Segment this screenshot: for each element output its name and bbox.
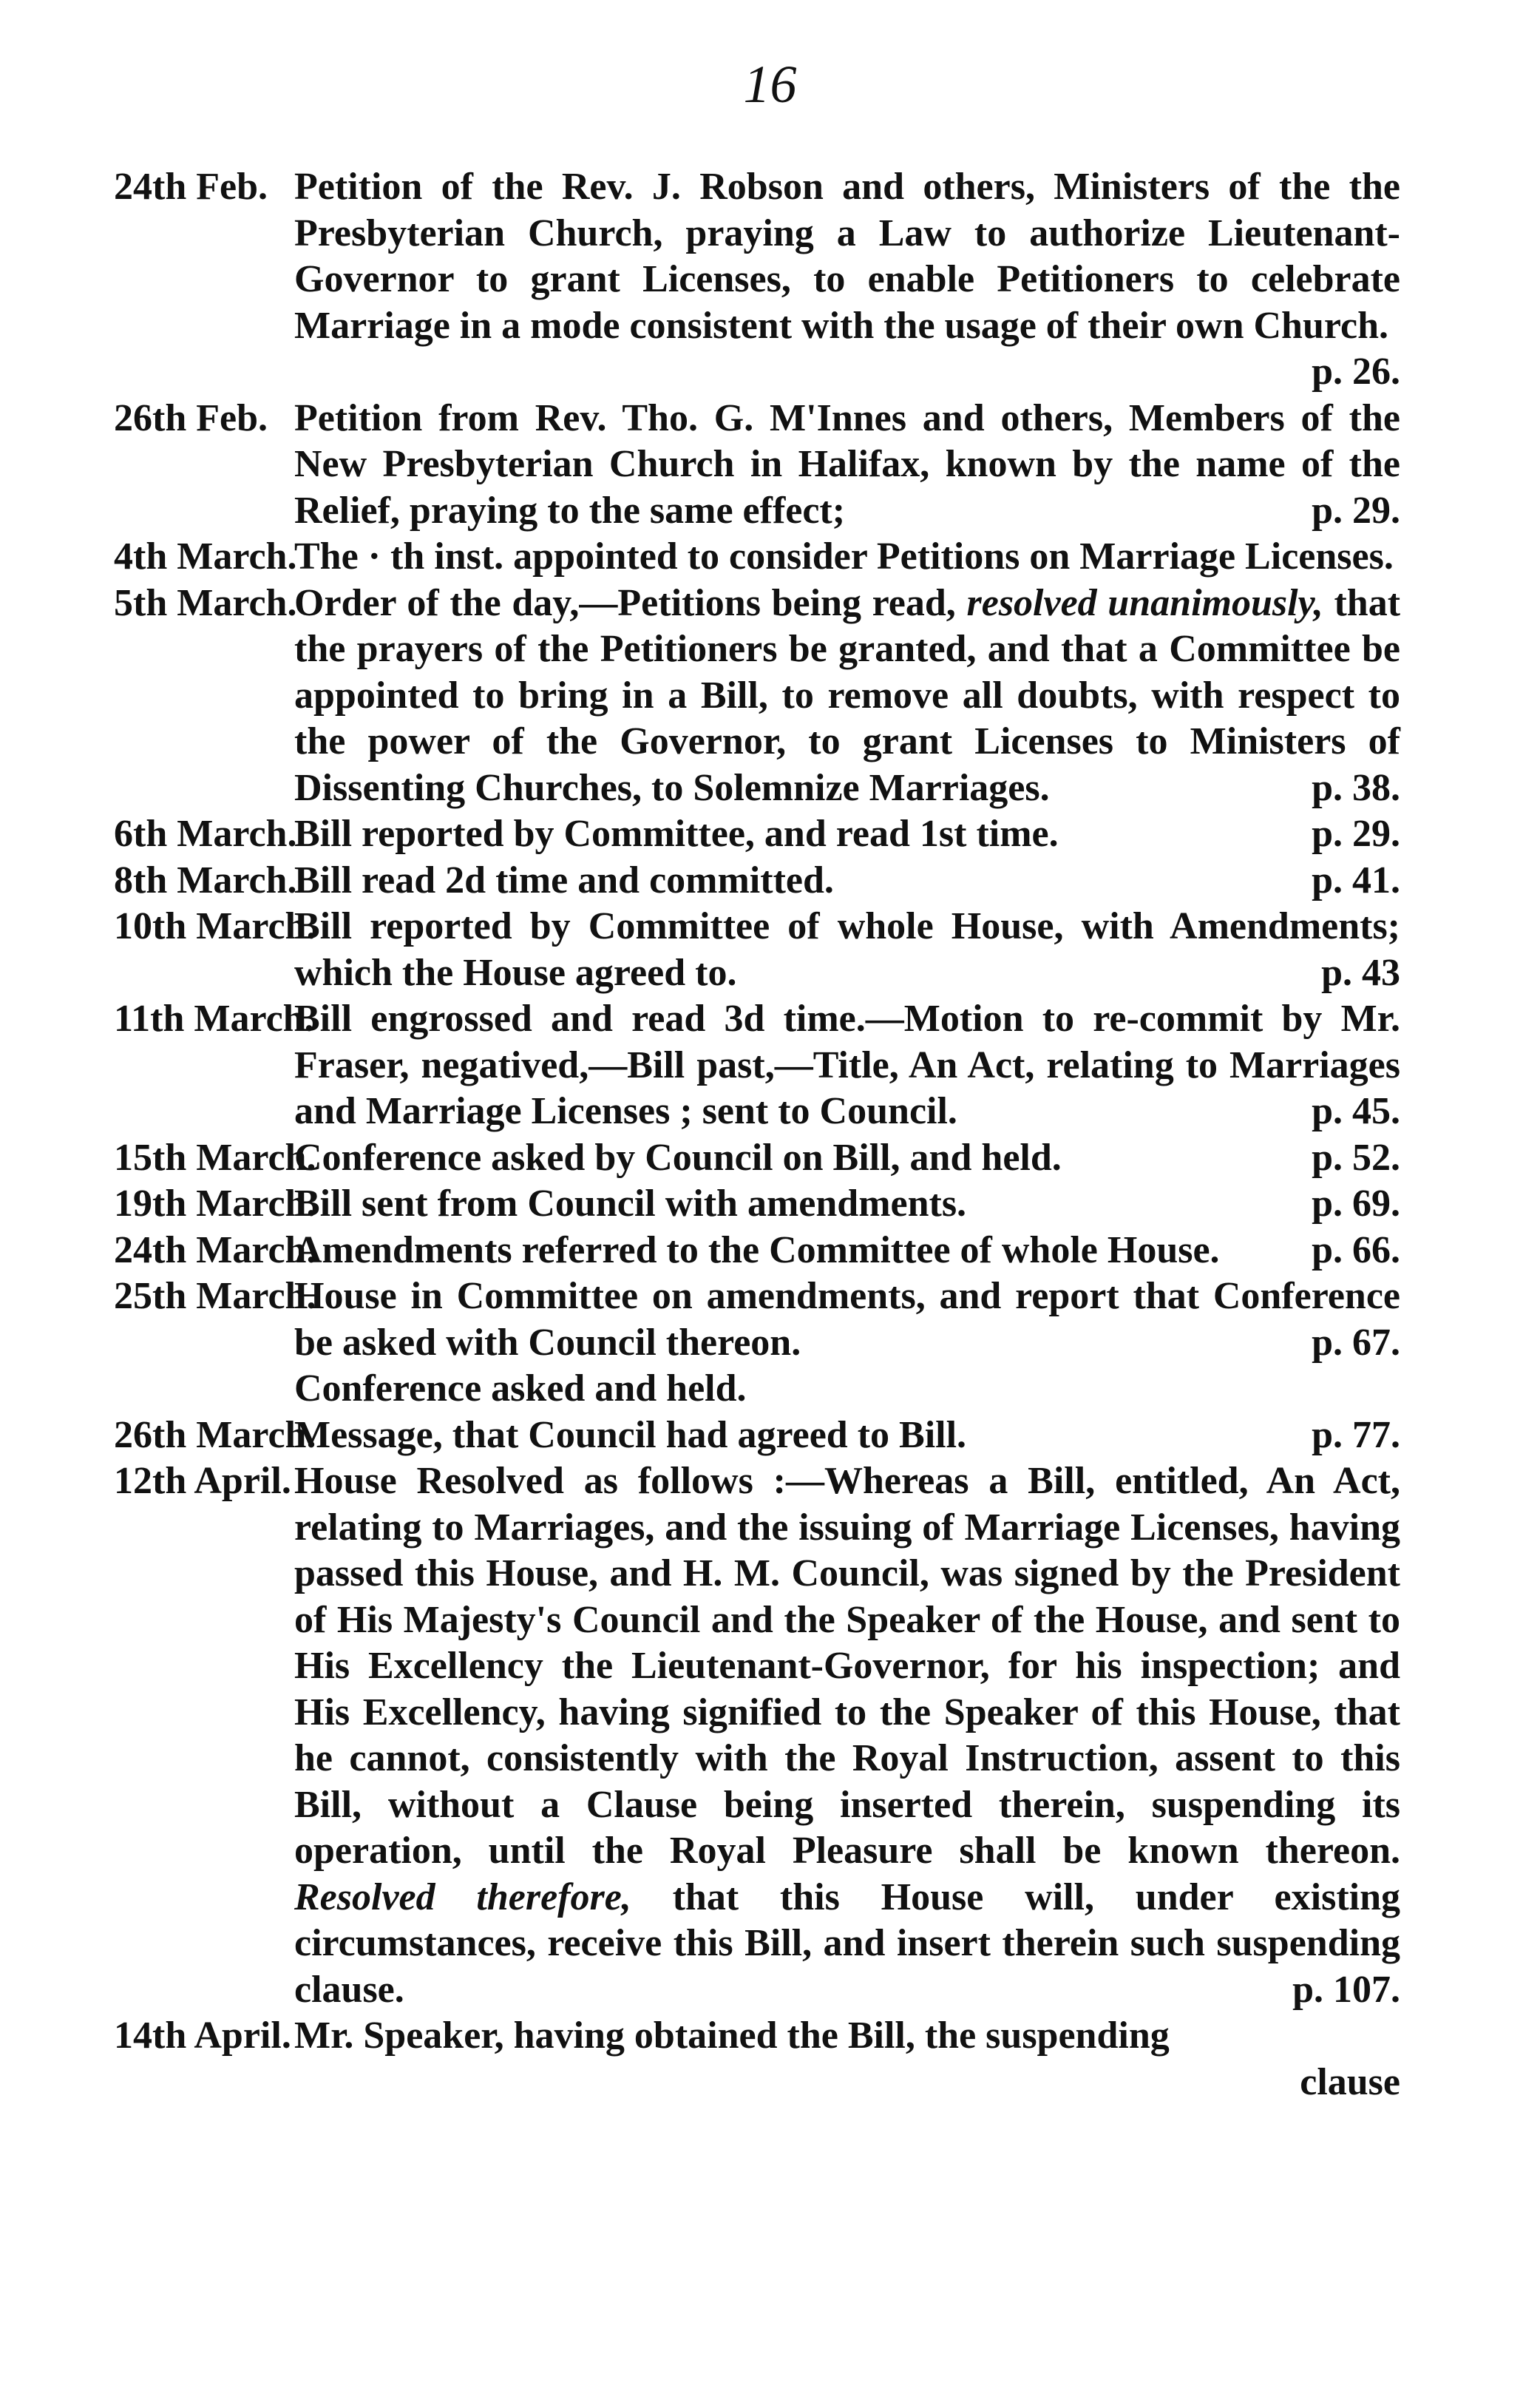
journal-entries xyxy=(114,164,1400,2105)
page-reference: p. 52. xyxy=(1312,1136,1400,1179)
entry-text xyxy=(294,581,1400,812)
page-reference: p. 29. xyxy=(1312,813,1400,855)
entry-body: Bill engrossed and read 3d time.—Motion to re-commit by Mr. Fraser, negatived,—Bill past,—Title, An Act, relating to Marriages and Marriage Licenses ; sent to Council. xyxy=(294,998,1400,1132)
page-reference: p. 26. xyxy=(1312,351,1400,393)
page-reference: p. 41. xyxy=(1312,859,1400,901)
entry-body: House Resolved as follows :—Whereas a Bill, entitled, An Act, relating to Marriages, and the issuing of Marriage Licenses, having passed this House, and H. M. Council, was signed by the President of His Majesty's Council and the Speaker of the House, and sent to His Excellency the Lieutenant-Governor, for his inspection; and His Excellency, having signified to the Speaker of this House, that he cannot, consistently with the Royal Instruction, assent to this Bill, without a Clause being inserted therein, suspending its operation, until the Royal Pleasure shall be known thereon. xyxy=(294,1460,1400,1872)
entry-body: Petition of the Rev. J. Robson and others, Ministers of the the Presbyterian Church, praying a Law to authorize Lieutenant-Governor to grant Licenses, to enable Petitioners to celebrate Marriage in a mode consistent with the usage of their own Church. xyxy=(294,166,1400,347)
entry-text xyxy=(294,1413,1400,1459)
entry-text xyxy=(294,1273,1400,1366)
entry-text xyxy=(294,534,1400,581)
journal-entry xyxy=(114,996,1400,1135)
entry-text xyxy=(294,1181,1400,1228)
journal-entry xyxy=(114,396,1400,535)
entry-date: 12th April. xyxy=(114,1460,291,1502)
entry-body: The · th inst. appointed to consider Petitions on Marriage Licenses. xyxy=(294,535,1394,578)
page-reference: p. 67. xyxy=(1312,1321,1400,1364)
entry-body: Petition from Rev. Tho. G. M'Innes and others, Members of the New Presbyterian Church in Halifax, known by the name of the Relief, praying to the same effect; xyxy=(294,396,1400,532)
entry-body: Conference asked and held. xyxy=(294,1367,747,1410)
page-reference: p. 77. xyxy=(1312,1413,1400,1456)
journal-entry xyxy=(114,1228,1400,1274)
page-reference: p. 29. xyxy=(1312,489,1400,532)
entry-text xyxy=(294,1228,1400,1274)
entry-date: 15th March. xyxy=(114,1136,316,1179)
entry-body-continued: that the prayers of the Petitioners be granted, and that a Committee be appointed to bring in a Bill, to remove all doubts, with respect to the power of the Governor, to grant Licenses to Ministers of Dissenting Churches, to Solemnize Marriages. xyxy=(294,581,1401,809)
entry-date: 25th March. xyxy=(114,1275,316,1317)
entry-date: 5th March. xyxy=(114,581,297,624)
entry-body: House in Committee on amendments, and report that Conference be asked with Council thereon. xyxy=(294,1275,1400,1364)
entry-body: Order of the day,—Petitions being read, xyxy=(294,581,956,624)
entry-date: 6th March. xyxy=(114,813,297,855)
journal-entry xyxy=(114,904,1400,996)
page-number: 16 xyxy=(743,55,797,114)
entry-body-continued: that this House will, under existing circumstances, receive this Bill, and insert therein such suspending clause. xyxy=(294,1875,1401,2011)
entry-text xyxy=(294,164,1400,396)
entry-text xyxy=(294,396,1400,535)
entry-date: 8th March. xyxy=(114,859,297,901)
page-reference: p. 66. xyxy=(1312,1228,1400,1271)
journal-entry xyxy=(114,1366,1400,1413)
entry-date: 19th March. xyxy=(114,1183,316,1225)
entry-body: Bill read 2d time and committed. xyxy=(294,859,834,901)
entry-body: Bill reported by Committee of whole House, with Amendments; which the House agreed to. xyxy=(294,905,1400,994)
entry-text xyxy=(294,1366,1400,1413)
entry-date: 4th March. xyxy=(114,535,297,578)
journal-entry xyxy=(114,1181,1400,1228)
entry-date: 10th March. xyxy=(114,905,316,947)
entry-body: Bill reported by Committee, and read 1st time. xyxy=(294,813,1059,855)
entry-date: 14th April. xyxy=(114,2014,291,2057)
entry-date: 26th March. xyxy=(114,1413,316,1456)
entry-date: 24th Feb. xyxy=(114,166,268,208)
journal-entry xyxy=(114,2013,1400,2060)
entry-body: Mr. Speaker, having obtained the Bill, the suspending xyxy=(294,2014,1170,2057)
journal-entry xyxy=(114,1458,1400,2013)
entry-body: Bill sent from Council with amendments. xyxy=(294,1183,967,1225)
entry-body: Amendments referred to the Committee of whole House. xyxy=(294,1228,1220,1271)
journal-entry xyxy=(114,858,1400,904)
entry-text xyxy=(294,2013,1400,2060)
journal-entry xyxy=(114,1273,1400,1366)
page-reference: p. 107. xyxy=(1292,1968,1400,2011)
catchword: clause xyxy=(1300,2060,1400,2103)
entry-date: 26th Feb. xyxy=(114,396,268,439)
entry-body: Message, that Council had agreed to Bill. xyxy=(294,1413,967,1456)
entry-body: Conference asked by Council on Bill, and held. xyxy=(294,1136,1062,1179)
journal-entry xyxy=(114,581,1400,812)
journal-entry xyxy=(114,1135,1400,1182)
entry-date: 24th March. xyxy=(114,1228,316,1271)
journal-entry xyxy=(114,1413,1400,1459)
journal-entry xyxy=(114,534,1400,581)
entry-text xyxy=(294,811,1400,858)
page-reference: p. 69. xyxy=(1312,1183,1400,1225)
entry-text xyxy=(294,904,1400,996)
page-reference: p. 38. xyxy=(1312,766,1400,809)
journal-entry xyxy=(114,811,1400,858)
journal-entry xyxy=(114,164,1400,396)
entry-italic-text: Resolved therefore, xyxy=(294,1875,631,1918)
entry-text xyxy=(294,996,1400,1135)
page-reference: p. 45. xyxy=(1312,1090,1400,1132)
entry-text xyxy=(294,1135,1400,1182)
entry-text xyxy=(294,858,1400,904)
entry-text xyxy=(294,1458,1400,2013)
page-reference: p. 43 xyxy=(1321,951,1400,994)
entry-date: 11th March. xyxy=(114,998,314,1040)
entry-italic-text: resolved unanimously, xyxy=(966,581,1323,624)
